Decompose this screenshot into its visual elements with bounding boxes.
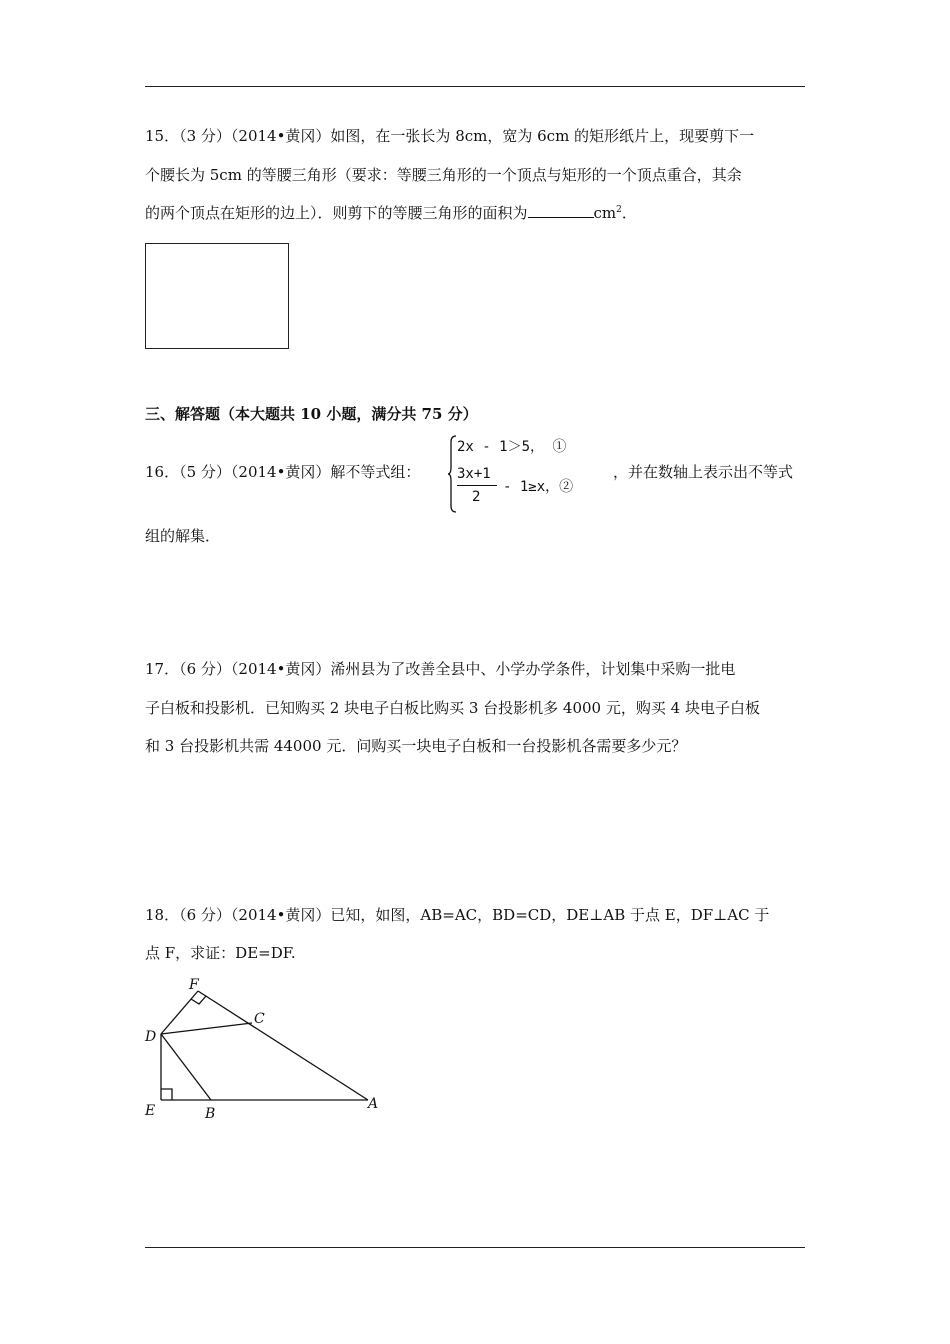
header-rule (145, 86, 805, 87)
segment-FA (198, 991, 368, 1100)
label-F: F (189, 977, 199, 993)
fraction-bar (457, 485, 497, 486)
q15-line-3-end: ． (621, 204, 637, 222)
label-B: B (205, 1106, 216, 1122)
q15-unit: cm (593, 204, 617, 222)
rectangle-figure (145, 243, 289, 349)
inequality-1: 2x - 1＞5， ① (457, 439, 567, 455)
segment-DB (161, 1034, 211, 1100)
segment-DC (161, 1023, 252, 1034)
q15-line-3-text: 的两个顶点在矩形的边上）．则剪下的等腰三角形的面积为 (145, 204, 528, 222)
q15-unit-exponent: 2 (616, 205, 622, 215)
geometry-figure (140, 975, 390, 1125)
label-E: E (145, 1103, 156, 1119)
q15-line-1: 15．（3 分）（2014•黄冈）如图，在一张长为 8cm，宽为 6cm 的矩形纸片上，现要剪下一 (145, 127, 755, 145)
q18-line-1: 18．（6 分）（2014•黄冈）已知，如图，AB=AC，BD=CD，DE⊥AB 于点 E，DF⊥AC 于 (145, 906, 770, 924)
label-D: D (145, 1029, 157, 1045)
q16-suffix: ，并在数轴上表示出不等式 (613, 463, 794, 481)
left-brace-icon (447, 434, 457, 514)
right-angle-E-icon (161, 1089, 172, 1100)
segment-DF (161, 991, 198, 1034)
q15-line-3 (145, 203, 637, 223)
q16-prefix: 16．（5 分）（2014•黄冈）解不等式组： (145, 463, 421, 481)
q17-line-1: 17．（6 分）（2014•黄冈）浠州县为了改善全县中、小学办学条件，计划集中采购一批电 (145, 660, 736, 678)
answer-blank (528, 203, 594, 218)
footer-rule (145, 1247, 805, 1248)
fraction-denominator: 2 (472, 489, 481, 505)
fraction-numerator: 3x+1 (457, 466, 491, 482)
q15-line-2: 个腰长为 5cm 的等腰三角形（要求：等腰三角形的一个顶点与矩形的一个顶点重合，其余 (145, 166, 742, 184)
label-C: C (254, 1011, 265, 1027)
section-title: 三、解答题（本大题共 10 小题，满分共 75 分） (145, 405, 478, 423)
q18-line-2: 点 F，求证：DE=DF. (145, 944, 296, 962)
q16-line-2: 组的解集． (145, 527, 221, 545)
q17-line-2: 子白板和投影机．已知购买 2 块电子白板比购买 3 台投影机多 4000 元，购买 4 块电子白板 (145, 699, 760, 717)
q17-line-3: 和 3 台投影机共需 44000 元．问购买一块电子白板和一台投影机各需要多少元？ (145, 737, 687, 755)
inequality-2-rest: - 1≥x，② (503, 479, 574, 495)
inequality-system (447, 434, 607, 514)
label-A: A (368, 1096, 379, 1112)
